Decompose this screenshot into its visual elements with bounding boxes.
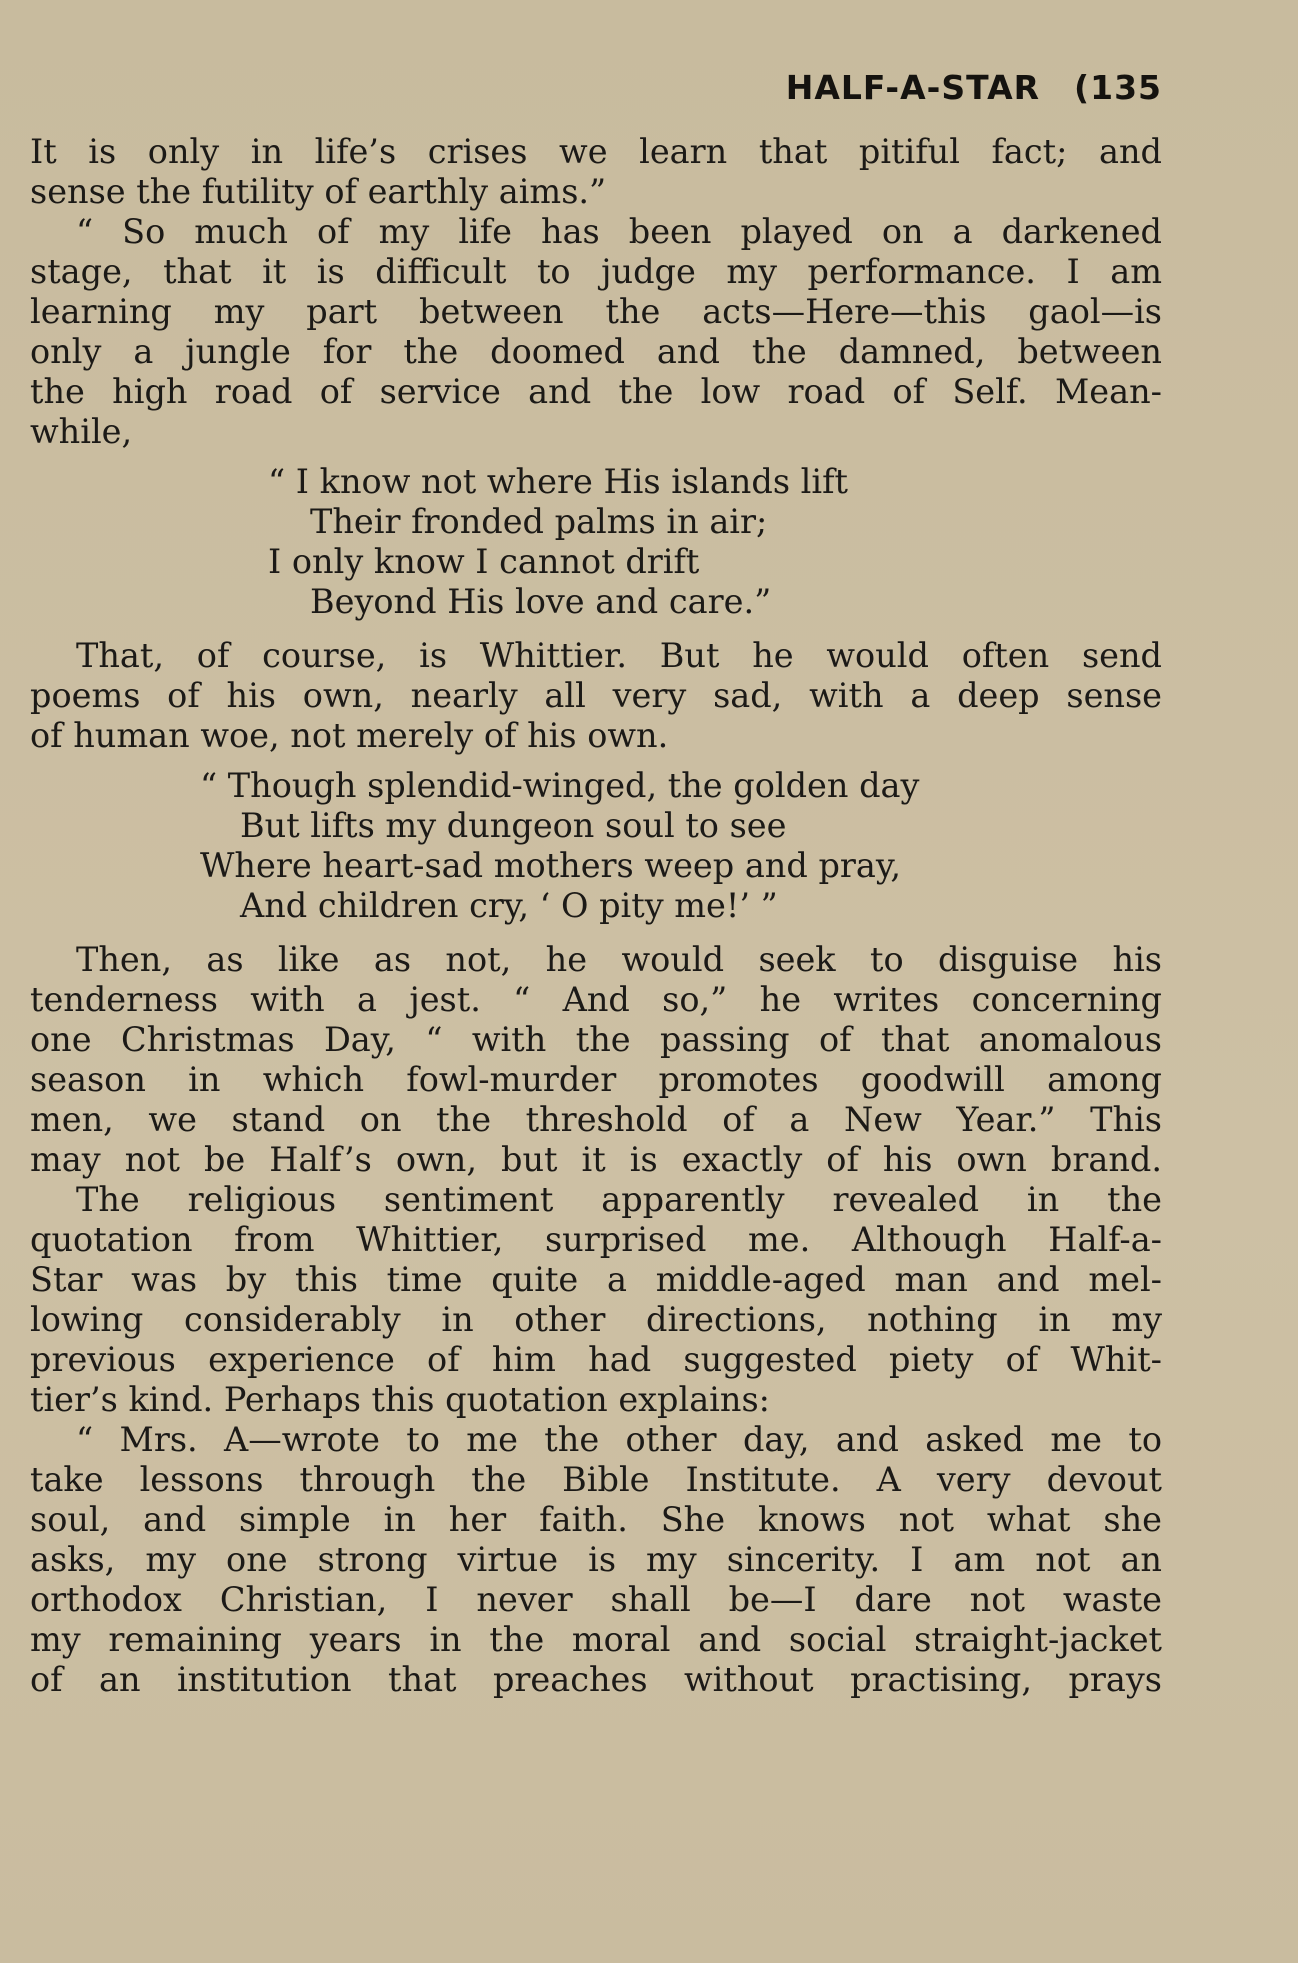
verse-line: I only know I cannot drift — [268, 542, 700, 581]
text-line: Then, as like as not, he would seek to disguise his — [76, 940, 1162, 979]
text-line: of human woe, not merely of his own. — [30, 716, 669, 755]
running-header — [786, 68, 1162, 107]
text-line: the high road of service and the low road of Self. Mean- — [30, 372, 1162, 411]
verse-quotation — [30, 462, 1162, 622]
text-line: That, of course, is Whittier. But he would often send — [76, 636, 1162, 675]
verse-line: And children cry, ‘ O pity me!’ ” — [240, 886, 778, 925]
text-line: while, — [30, 412, 133, 451]
text-line: “ Mrs. A—wrote to me the other day, and asked me to — [76, 1420, 1162, 1459]
text-line: orthodox Christian, I never shall be—I dare not waste — [30, 1580, 1162, 1619]
text-line: lowing considerably in other directions, nothing in my — [30, 1300, 1162, 1339]
text-line: tier’s kind. Perhaps this quotation explains: — [30, 1380, 770, 1419]
text-line: one Christmas Day, “ with the passing of that anomalous — [30, 1020, 1162, 1059]
text-line: season in which fowl-murder promotes goodwill among — [30, 1060, 1162, 1099]
text-line: tenderness with a jest. “ And so,” he writes concerning — [30, 980, 1162, 1019]
running-title: HALF-A-STAR — [785, 68, 1041, 107]
verse-line: Where heart-sad mothers weep and pray, — [200, 846, 902, 885]
text-line: poems of his own, nearly all very sad, with a deep sense — [30, 676, 1162, 715]
text-line: soul, and simple in her faith. She knows not what she — [30, 1500, 1162, 1539]
page-body — [30, 132, 1162, 1700]
verse-line: “ I know not where His islands lift — [268, 462, 848, 501]
text-line: previous experience of him had suggested piety of Whit- — [30, 1340, 1162, 1379]
verse-line: Their fronded palms in air; — [310, 502, 768, 541]
text-line: take lessons through the Bible Institute. A very devout — [30, 1460, 1162, 1499]
text-line: my remaining years in the moral and social straight-jacket — [30, 1620, 1162, 1659]
text-line: only a jungle for the doomed and the damned, between — [30, 332, 1162, 371]
text-line: stage, that it is difficult to judge my performance. I am — [30, 252, 1162, 291]
text-line: “ So much of my life has been played on a darkened — [76, 212, 1162, 251]
text-line: learning my part between the acts—Here—this gaol—is — [30, 292, 1162, 331]
text-line: The religious sentiment apparently revealed in the — [76, 1180, 1162, 1219]
verse-line: Beyond His love and care.” — [310, 582, 772, 621]
text-line: asks, my one strong virtue is my sincerity. I am not an — [30, 1540, 1162, 1579]
text-line: sense the futility of earthly aims.” — [30, 172, 607, 211]
verse-line: “ Though splendid-winged, the golden day — [200, 766, 920, 805]
text-line: may not be Half’s own, but it is exactly of his own brand. — [30, 1140, 1162, 1179]
text-line: quotation from Whittier, surprised me. Although Half-a- — [30, 1220, 1162, 1259]
text-line: It is only in life’s crises we learn that pitiful fact; and — [30, 132, 1162, 171]
text-line: men, we stand on the threshold of a New Year.” This — [30, 1100, 1162, 1139]
text-line: of an institution that preaches without practising, prays — [30, 1660, 1162, 1699]
verse-poem — [30, 766, 1162, 926]
verse-line: But lifts my dungeon soul to see — [240, 806, 787, 845]
page-number: (135 — [1074, 68, 1162, 107]
text-line: Star was by this time quite a middle-aged man and mel- — [30, 1260, 1162, 1299]
